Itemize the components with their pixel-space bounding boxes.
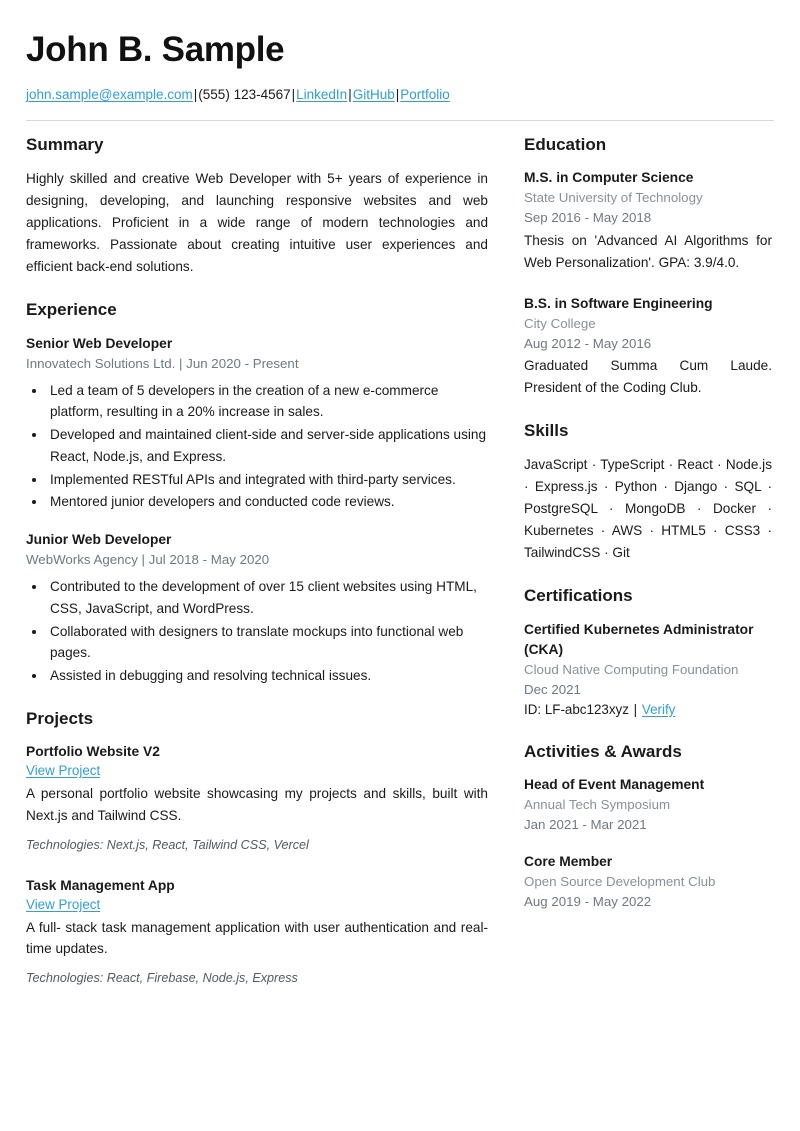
experience-entry	[26, 334, 488, 513]
education-entry	[524, 294, 772, 399]
section-heading-certifications: Certifications	[524, 586, 633, 606]
section-heading-education: Education	[524, 134, 607, 154]
section-education	[524, 135, 772, 399]
degree-title: M.S. in Computer Science	[524, 170, 694, 186]
section-heading-summary: Summary	[26, 134, 104, 154]
activity-entry	[524, 852, 772, 912]
section-heading-experience: Experience	[26, 300, 117, 320]
list-item: • Developed and maintained client-side and server-side applications using React, Node.js, and Express.	[47, 424, 488, 468]
list-item: • Implemented RESTful APIs and integrated with third-party services.	[47, 469, 488, 491]
cert-separator: |	[633, 701, 638, 717]
section-certifications	[524, 586, 772, 719]
project-technologies: Technologies: React, Firebase, Node.js, Express	[26, 971, 298, 986]
view-project-link[interactable]: View Project	[26, 763, 101, 779]
certification-name: Certified Kubernetes Administrator (CKA)	[524, 621, 754, 657]
skills-list: JavaScript · TypeScript · React · Node.js · Express.js · Python · Django · SQL · PostgreSQL · MongoDB · Docker · Kubernetes · AWS · HTML5 · CSS3 · TailwindCSS · Git	[524, 457, 772, 561]
education-dates: Aug 2012 - May 2016	[524, 335, 652, 351]
resume-header	[26, 30, 774, 104]
left-column	[26, 135, 524, 988]
github-link[interactable]: GitHub	[352, 87, 395, 103]
certification-id-line	[524, 700, 772, 720]
section-projects	[26, 709, 488, 988]
linkedin-link[interactable]: LinkedIn	[296, 87, 348, 103]
page-title: John B. Sample	[26, 30, 285, 69]
certification-entry	[524, 620, 772, 720]
project-entry	[26, 876, 488, 988]
view-project-link[interactable]: View Project	[26, 896, 101, 912]
activity-dates: Jan 2021 - Mar 2021	[524, 817, 647, 833]
portfolio-link[interactable]: Portfolio	[400, 87, 450, 103]
section-heading-activities: Activities & Awards	[524, 741, 682, 761]
summary-text: Highly skilled and creative Web Developer with 5+ years of experience in designing, developing, and launching responsive websites and web applications. Proficient in a wide range of modern technologies and frameworks. Passionate about creating intuitive user experiences and efficient back-end solutions.	[26, 171, 488, 275]
list-item: • Contributed to the development of over 15 client websites using HTML, CSS, JavaScript, and WordPress.	[47, 576, 488, 620]
activity-dates: Aug 2019 - May 2022	[524, 893, 652, 909]
institution-name: State University of Technology	[524, 190, 703, 206]
project-technologies: Technologies: Next.js, React, Tailwind CSS, Vercel	[26, 837, 309, 852]
section-skills	[524, 421, 772, 564]
education-details: Graduated Summa Cum Laude. President of the Coding Club.	[524, 358, 772, 396]
phone-text: (555) 123-4567	[198, 87, 291, 103]
list-item: • Collaborated with designers to translate mockups into functional web pages.	[47, 621, 488, 665]
resume-body	[26, 135, 774, 988]
project-name: Portfolio Website V2	[26, 744, 160, 760]
section-activities	[524, 742, 772, 912]
education-entry	[524, 168, 772, 273]
section-summary	[26, 135, 488, 278]
activity-role: Head of Event Management	[524, 777, 705, 793]
verify-link[interactable]: Verify	[641, 701, 676, 717]
contact-separator: |	[348, 87, 352, 103]
institution-name: City College	[524, 315, 596, 331]
certification-issuer: Cloud Native Computing Foundation	[524, 661, 739, 677]
certification-date: Dec 2021	[524, 681, 581, 697]
job-meta: WebWorks Agency | Jul 2018 - May 2020	[26, 552, 270, 568]
project-description: A full- stack task management application with user authentication and real-time updates.	[26, 919, 488, 957]
job-title: Junior Web Developer	[26, 532, 172, 548]
list-item: • Assisted in debugging and resolving technical issues.	[47, 665, 488, 687]
education-dates: Sep 2016 - May 2018	[524, 210, 652, 226]
header-divider	[26, 120, 774, 121]
activity-organization: Annual Tech Symposium	[524, 797, 671, 813]
contact-separator: |	[395, 87, 400, 103]
project-entry	[26, 742, 488, 854]
right-column	[524, 135, 772, 912]
contact-line	[26, 86, 774, 104]
list-item: • Mentored junior developers and conducted code reviews.	[47, 491, 488, 513]
section-heading-skills: Skills	[524, 420, 569, 440]
activity-entry	[524, 775, 772, 835]
project-description: A personal portfolio website showcasing my projects and skills, built with Next.js and Tailwind CSS.	[26, 786, 488, 823]
job-bullets	[26, 576, 488, 687]
activity-role: Core Member	[524, 854, 613, 870]
section-experience	[26, 300, 488, 687]
section-heading-projects: Projects	[26, 708, 94, 728]
job-title: Senior Web Developer	[26, 335, 173, 351]
contact-separator: |	[291, 87, 296, 103]
list-item: • Led a team of 5 developers in the creation of a new e-commerce platform, resulting in a 20% increase in sales.	[47, 380, 488, 424]
activity-organization: Open Source Development Club	[524, 874, 716, 890]
experience-entry	[26, 530, 488, 687]
degree-title: B.S. in Software Engineering	[524, 295, 713, 311]
job-meta: Innovatech Solutions Ltd. | Jun 2020 - Present	[26, 355, 299, 371]
email-link[interactable]: john.sample@example.com	[26, 87, 193, 103]
contact-separator: |	[193, 87, 198, 103]
project-name: Task Management App	[26, 877, 175, 893]
certification-id: ID: LF-abc123xyz	[524, 701, 629, 717]
education-details: Thesis on 'Advanced AI Algorithms for Web Personalization'. GPA: 3.9/4.0.	[524, 233, 772, 270]
job-bullets	[26, 380, 488, 514]
